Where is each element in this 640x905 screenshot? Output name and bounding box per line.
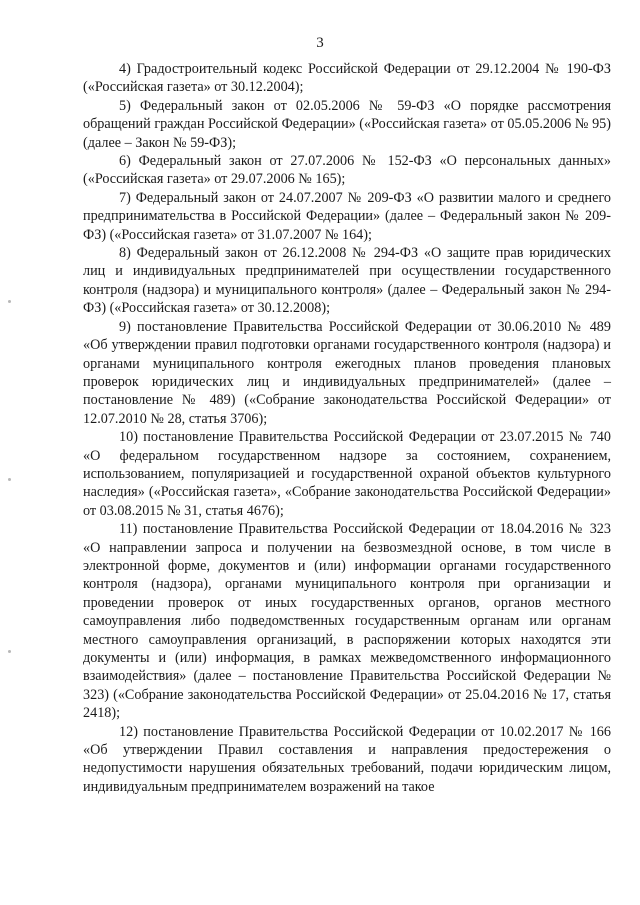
list-item-10: 10) постановление Правительства Российской Федерации от 23.07.2015 № 740 «О федеральном государственном надзоре за состоянием, сохранением, использованием, популяризацией и государственной охраной объектов культурного наследия» («Российская газета», «Собрание законодательства Российской Федерации» от 03.08.2015 № 31, статья 4676); bbox=[83, 429, 611, 519]
list-item-4: 4) Градостроительный кодекс Российской Федерации от 29.12.2004 № 190-ФЗ («Российская газета» от 30.12.2004); bbox=[83, 61, 611, 96]
list-item-6: 6) Федеральный закон от 27.07.2006 № 152-ФЗ «О персональных данных» («Российская газета» от 29.07.2006 № 165); bbox=[83, 153, 611, 188]
document-body bbox=[83, 60, 611, 796]
list-item-12: 12) постановление Правительства Российской Федерации от 10.02.2017 № 166 «Об утверждении Правил составления и направления предостережения о недопустимости нарушения обязательных требований, подачи юридическим лицом, индивидуальным предпринимателем возражений на такое bbox=[83, 723, 611, 795]
margin-mark bbox=[8, 650, 11, 653]
list-item-11: 11) постановление Правительства Российской Федерации от 18.04.2016 № 323 «О направлении запроса и получении на безвозмездной основе, в том числе в электронной форме, документов и (или) информации органами государственного контроля (надзора), органами муниципального контроля при организации и проведении проверок от иных государственных органов, органов местного самоуправления либо подведомственных государственным органам или органам местного самоуправления организаций, в распоряжении которых находятся эти документы и (или) информация, в рамках межведомственного информационного взаимодействия» (далее – постановление Правительства Российской Федерации № 323) («Собрание законодательства Российской Федерации» от 25.04.2016 № 17, статья 2418); bbox=[83, 521, 611, 722]
page-number: 3 bbox=[316, 35, 324, 51]
margin-mark bbox=[8, 300, 11, 303]
list-item-7: 7) Федеральный закон от 24.07.2007 № 209-ФЗ «О развитии малого и среднего предпринимательства в Российской Федерации» (далее – Федеральный закон № 209-ФЗ) («Российская газета» от 31.07.2007 № 164); bbox=[83, 189, 611, 243]
margin-mark bbox=[8, 478, 11, 481]
list-item-8: 8) Федеральный закон от 26.12.2008 № 294-ФЗ «О защите прав юридических лиц и индивидуальных предпринимателей при осуществлении государственного контроля (надзора) и муниципального контроля» (далее – Федеральный закон № 294-ФЗ) («Российская газета» от 30.12.2008); bbox=[83, 245, 611, 317]
list-item-9: 9) постановление Правительства Российской Федерации от 30.06.2010 № 489 «Об утверждении правил подготовки органами государственного контроля (надзора) и органами муниципального контроля ежегодных планов проведения плановых проверок юридических лиц и индивидуальных предпринимателей» (далее – постановление № 489) («Собрание законодательства Российской Федерации» от 12.07.2010 № 28, статья 3706); bbox=[83, 318, 611, 427]
list-item-5: 5) Федеральный закон от 02.05.2006 № 59-ФЗ «О порядке рассмотрения обращений граждан Российской Федерации» («Российская газета» от 05.05.2006 № 95) (далее – Закон № 59-ФЗ); bbox=[83, 97, 611, 151]
